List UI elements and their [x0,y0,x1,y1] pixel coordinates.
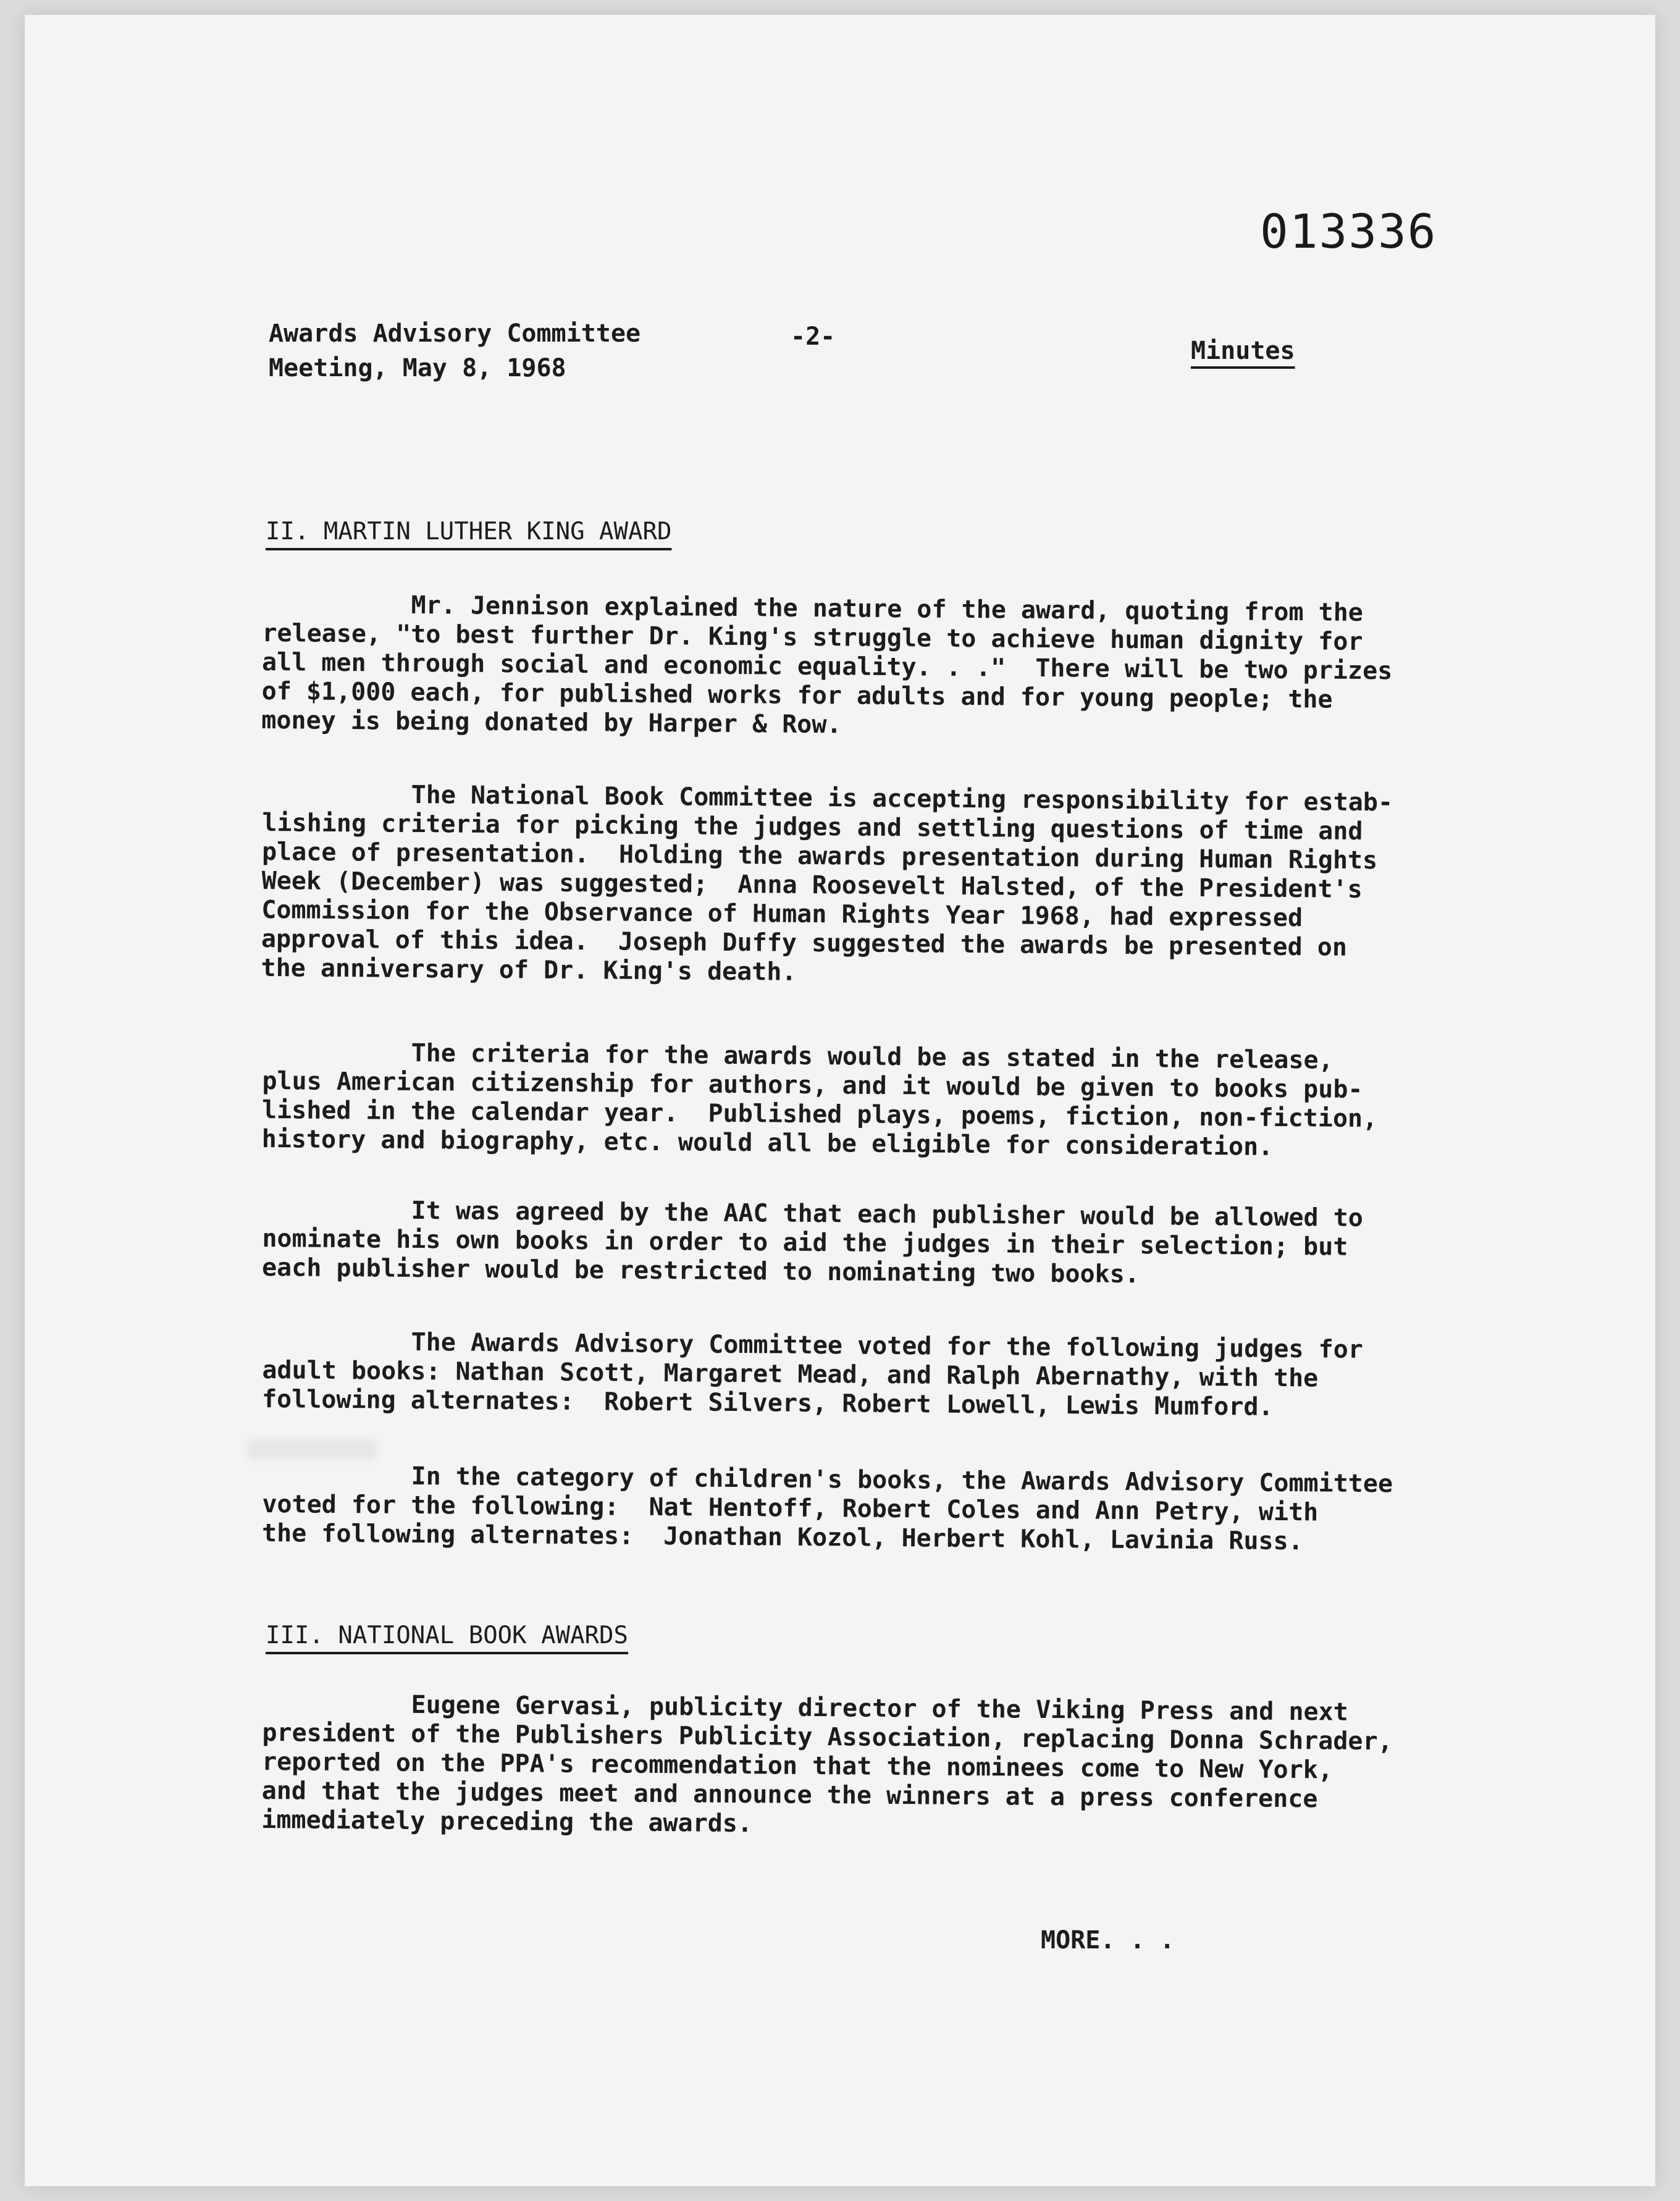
header-minutes-label: Minutes [1191,337,1295,365]
paragraph: The criteria for the awards would be as stated in the release, plus American citizenship for authors, and it would be given to books pub- lished in the calendar year. Published plays, poems, fiction, non-fiction, history and biography, etc. would all be eligible for consideration. [261,1038,1378,1161]
header-line-2: Meeting, May 8, 1968 [269,354,566,382]
document-number: 013336 [1260,204,1437,259]
header-committee [269,316,640,385]
paragraph: It was agreed by the AAC that each publisher would be allowed to nominate his own books in order to aid the judges in their selection; but each publisher would be restricted to nominating two books. [261,1195,1364,1289]
paragraph: In the category of children's books, the Awards Advisory Committee voted for the following: Nat Hentoff, Robert Coles and Ann Petry, with the following alternates: Jonathan Kozol, Herbert Kohl, Lavinia Russ. [261,1461,1393,1556]
header-line-1: Awards Advisory Committee [269,319,641,348]
page-number: -2- [791,322,836,351]
paragraph: Eugene Gervasi, publicity director of the Viking Press and next president of the Publishers Publicity Association, replacing Donna Schrader, reported on the PPA's recommendation that the nominees come to New York, and that the judges meet and announce the winners at a press conference immediately preceding the awards. [261,1690,1393,1838]
section-heading-mlk-award: II. MARTIN LUTHER KING AWARD [266,518,672,545]
continuation-marker: MORE. . . [1041,1926,1175,1955]
paragraph: The Awards Advisory Committee voted for the following judges for adult books: Nathan Scott, Margaret Mead, and Ralph Abernathy, with the following alternates: Robert Silvers, Robert Lowell, Lewis Mumford. [261,1327,1364,1421]
section-heading-national-book-awards: III. NATIONAL BOOK AWARDS [266,1622,628,1649]
ink-smudge [247,1439,377,1460]
paragraph: Mr. Jennison explained the nature of the award, quoting from the release, "to best further Dr. King's struggle to achieve human dignity for all men through social and economic equality. . ." There will be two prizes of $1,000 each, for published works for adults and for young people; the money is being donated by Harper & Row. [261,590,1393,739]
paragraph: The National Book Committee is accepting responsibility for estab- lishing criteria for picking the judges and settling questions of time and place of presentation. Holding the awards presentation during Human Rights Week (December) was suggested; Anna Roosevelt Halsted, of the President's Commission for the Observance of Human Rights Year 1968, had expressed approval of this idea. Joseph Duffy suggested the awards be presented on the anniversary of Dr. King's death. [261,780,1393,987]
